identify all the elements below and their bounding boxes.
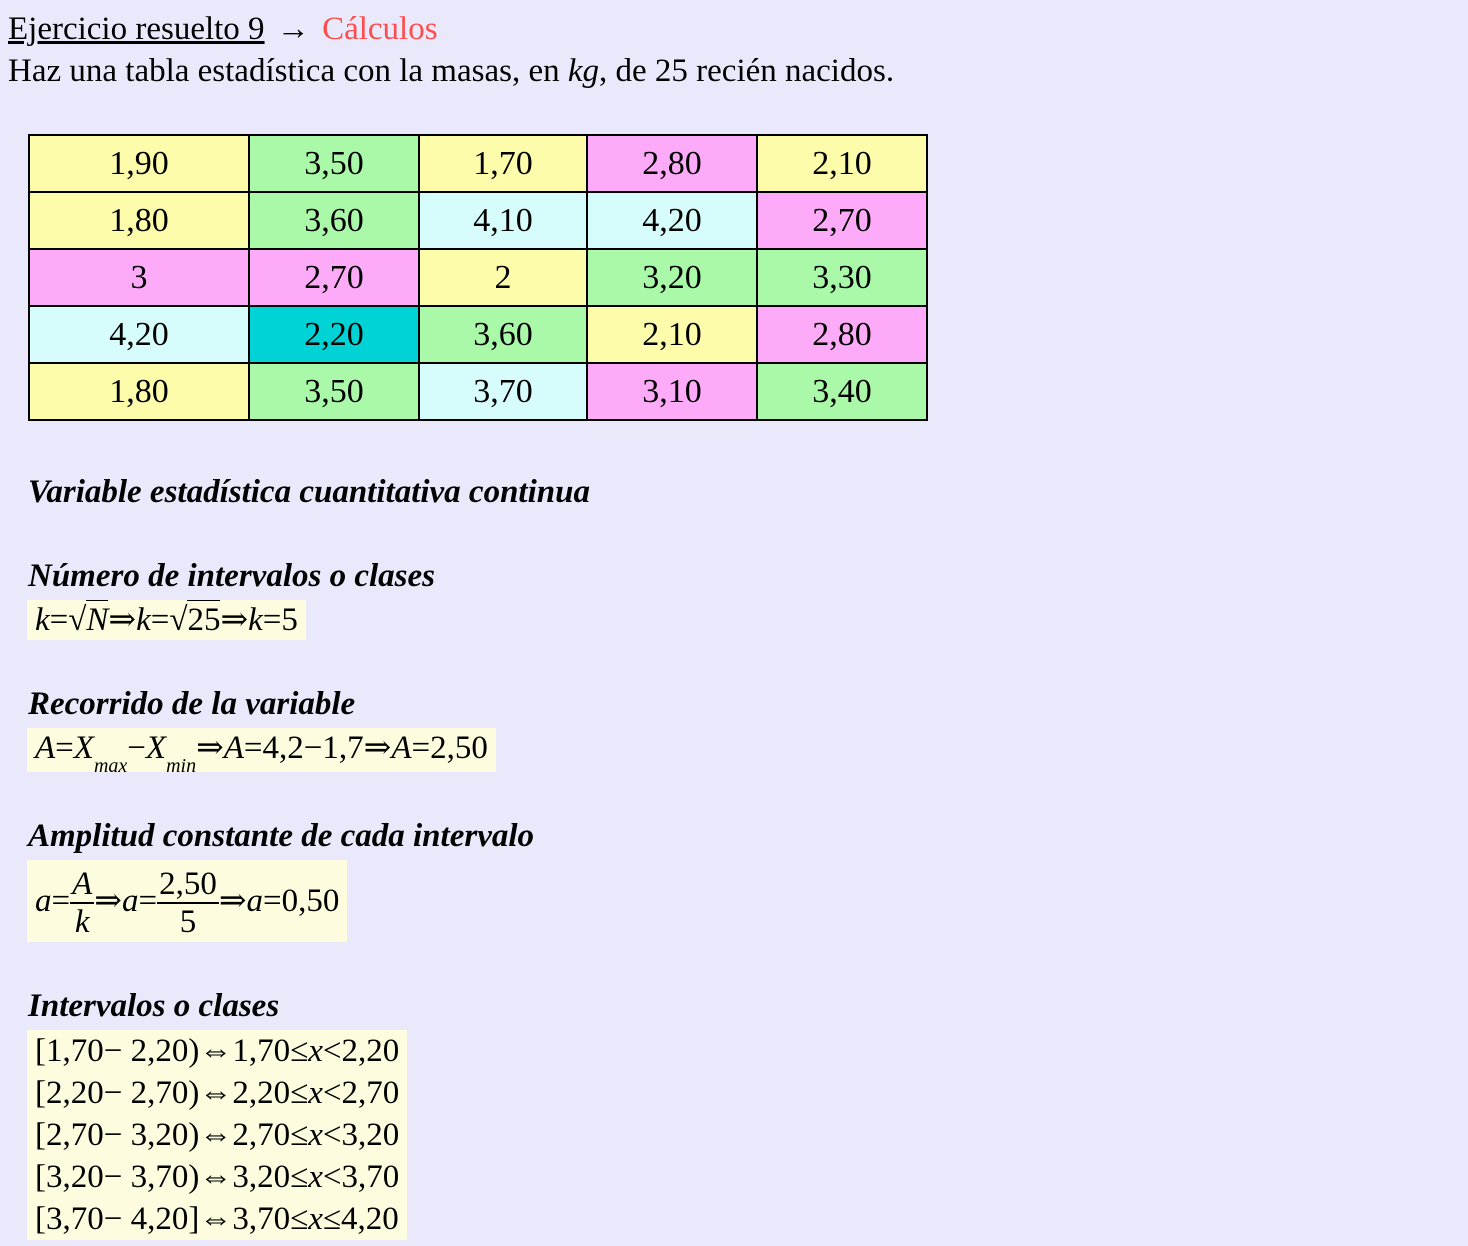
a-lower-symbol: a xyxy=(35,883,52,919)
x-symbol: X xyxy=(73,730,94,766)
table-cell: 4,20 xyxy=(587,192,757,249)
leq-icon: ≤ xyxy=(290,1033,309,1069)
upper-relation-icon: ≤ xyxy=(322,1201,342,1237)
table-cell: 1,80 xyxy=(29,192,249,249)
bracket-close: ) xyxy=(188,1033,200,1069)
table-cell: 3,40 xyxy=(757,363,927,420)
table-cell: 4,10 xyxy=(419,192,587,249)
upper-bound: 2,20 xyxy=(341,1033,400,1069)
implies-icon: ⇒ xyxy=(94,883,122,919)
x-var: x xyxy=(308,1117,323,1153)
unit-kg: kg xyxy=(567,53,600,89)
exercise-header xyxy=(8,8,894,92)
exercise-title-link[interactable]: Ejercicio resuelto 9 xyxy=(8,11,265,47)
leq-icon: ≤ xyxy=(290,1117,309,1153)
mass-data-table xyxy=(28,134,928,421)
table-row xyxy=(29,135,927,192)
lower-bound: 1,70 xyxy=(46,1033,104,1069)
table-cell: 1,90 xyxy=(29,135,249,192)
x-max-value: 4,2 xyxy=(262,730,304,766)
a-symbol: A xyxy=(391,730,412,766)
lower-bound: 2,20 xyxy=(46,1075,104,1111)
denominator: k xyxy=(74,904,90,941)
lower-bound: 3,70 xyxy=(46,1201,104,1237)
max-subscript: max xyxy=(93,755,128,777)
equals: = xyxy=(411,730,431,766)
bracket-close: ) xyxy=(188,1159,200,1195)
equals: = xyxy=(49,602,69,638)
sqrt-25 xyxy=(169,600,220,640)
lower-bound: 3,20 xyxy=(46,1159,104,1195)
dash: − xyxy=(103,1075,131,1111)
table-cell: 3,60 xyxy=(419,306,587,363)
implies-icon: ⇒ xyxy=(196,730,224,766)
amplitude-heading: Amplitud constante de cada intervalo xyxy=(28,818,535,854)
equals: = xyxy=(150,602,170,638)
interval-item xyxy=(35,1072,399,1114)
table-cell: 2,80 xyxy=(757,306,927,363)
bracket-open: [ xyxy=(35,1075,46,1111)
k-symbol: k xyxy=(35,602,50,638)
amplitude-result: 0,50 xyxy=(281,883,340,919)
equals: = xyxy=(51,883,71,919)
table-row xyxy=(29,306,927,363)
a-symbol: A xyxy=(35,730,56,766)
k-formula xyxy=(27,600,306,640)
implies-icon: ⇒ xyxy=(218,883,247,919)
exercise-statement xyxy=(8,50,894,92)
bracket-open: [ xyxy=(35,1117,46,1153)
equals: = xyxy=(262,883,282,919)
n-value: 25 xyxy=(187,602,221,638)
a-symbol: A xyxy=(223,730,244,766)
statement-text-end: , de 25 recién nacidos. xyxy=(599,53,895,89)
num-intervals-heading: Número de intervalos o clases xyxy=(28,558,435,594)
upper-bound: 2,20 xyxy=(130,1033,189,1069)
interval-item xyxy=(35,1156,399,1198)
lower-bound: 2,70 xyxy=(232,1117,291,1153)
a-lower-symbol: a xyxy=(121,883,139,919)
iff-icon: ⇔ xyxy=(199,1033,233,1069)
table-row xyxy=(29,249,927,306)
lower-bound: 3,70 xyxy=(232,1201,291,1237)
k-symbol: k xyxy=(248,602,263,638)
table-row xyxy=(29,363,927,420)
sqrt-icon: √ xyxy=(68,602,87,638)
table-cell: 1,70 xyxy=(419,135,587,192)
bracket-close: ) xyxy=(188,1117,200,1153)
range-heading: Recorrido de la variable xyxy=(28,686,356,722)
fraction-a-over-k xyxy=(70,866,94,940)
bracket-open: [ xyxy=(35,1033,46,1069)
table-cell: 3,60 xyxy=(249,192,419,249)
upper-bound: 4,20 xyxy=(341,1201,399,1237)
x-symbol: X xyxy=(145,730,167,766)
intervals-list xyxy=(27,1030,407,1240)
bracket-open: [ xyxy=(35,1159,46,1195)
table-cell: 3,70 xyxy=(419,363,587,420)
variable-type-heading: Variable estadística cuantitativa continua xyxy=(28,474,590,510)
table-cell: 2,10 xyxy=(757,135,927,192)
numerator: A xyxy=(72,866,93,903)
table-cell: 2 xyxy=(419,249,587,306)
range-result: 2,50 xyxy=(430,730,488,766)
x-var: x xyxy=(308,1075,323,1111)
equals: = xyxy=(243,730,263,766)
table-cell: 4,20 xyxy=(29,306,249,363)
implies-icon: ⇒ xyxy=(108,602,137,638)
intervals-heading: Intervalos o clases xyxy=(28,988,280,1024)
upper-bound: 2,70 xyxy=(341,1075,400,1111)
interval-item xyxy=(35,1030,399,1072)
table-cell: 2,20 xyxy=(249,306,419,363)
dash: − xyxy=(103,1159,131,1195)
table-cell: 2,80 xyxy=(587,135,757,192)
leq-icon: ≤ xyxy=(290,1201,309,1237)
denominator: 5 xyxy=(179,904,197,941)
bracket-close: ) xyxy=(188,1075,200,1111)
x-min-value: 1,7 xyxy=(322,730,364,766)
lower-bound: 2,20 xyxy=(232,1075,291,1111)
table-cell: 2,70 xyxy=(249,249,419,306)
leq-icon: ≤ xyxy=(290,1159,309,1195)
lower-bound: 3,20 xyxy=(232,1159,291,1195)
amplitude-formula xyxy=(27,860,347,942)
bracket-close: ] xyxy=(188,1201,200,1237)
iff-icon: ⇔ xyxy=(199,1075,233,1111)
equals: = xyxy=(55,730,74,766)
upper-bound: 3,20 xyxy=(130,1117,189,1153)
fraction-values xyxy=(157,866,219,940)
implies-icon: ⇒ xyxy=(363,730,392,766)
dash: − xyxy=(103,1201,131,1237)
arrow-icon: → xyxy=(276,11,310,47)
sqrt-icon: √ xyxy=(169,602,188,638)
lower-bound: 1,70 xyxy=(232,1033,291,1069)
equals: = xyxy=(262,602,282,638)
table-cell: 3,20 xyxy=(587,249,757,306)
table-cell: 3,10 xyxy=(587,363,757,420)
upper-bound: 3,70 xyxy=(341,1159,400,1195)
equals: = xyxy=(138,883,158,919)
bracket-open: [ xyxy=(35,1201,46,1237)
minus: − xyxy=(127,730,146,766)
min-subscript: min xyxy=(166,755,197,777)
upper-bound: 3,20 xyxy=(341,1117,400,1153)
interval-item xyxy=(35,1114,399,1156)
k-symbol: k xyxy=(136,602,151,638)
iff-icon: ⇔ xyxy=(199,1201,233,1237)
table-cell: 2,10 xyxy=(587,306,757,363)
statement-text: Haz una tabla estadística con la masas, en xyxy=(8,53,568,89)
table-cell: 3,50 xyxy=(249,363,419,420)
upper-relation-icon: < xyxy=(322,1033,342,1069)
iff-icon: ⇔ xyxy=(199,1159,233,1195)
upper-bound: 2,70 xyxy=(130,1075,189,1111)
sqrt-n xyxy=(68,600,108,640)
implies-icon: ⇒ xyxy=(220,602,249,638)
upper-relation-icon: < xyxy=(322,1159,342,1195)
dash: − xyxy=(103,1117,131,1153)
interval-item xyxy=(35,1198,399,1240)
upper-bound: 4,20 xyxy=(130,1201,189,1237)
dash: − xyxy=(103,1033,131,1069)
table-cell: 2,70 xyxy=(757,192,927,249)
upper-relation-icon: < xyxy=(322,1117,342,1153)
n-symbol: N xyxy=(86,602,109,638)
range-formula xyxy=(27,728,496,777)
table-row xyxy=(29,192,927,249)
x-var: x xyxy=(308,1159,323,1195)
x-var: x xyxy=(308,1201,323,1237)
leq-icon: ≤ xyxy=(290,1075,309,1111)
section-label: Cálculos xyxy=(322,11,438,47)
table-cell: 1,80 xyxy=(29,363,249,420)
iff-icon: ⇔ xyxy=(199,1117,233,1153)
x-var: x xyxy=(308,1033,323,1069)
upper-bound: 3,70 xyxy=(130,1159,189,1195)
table-cell: 3,30 xyxy=(757,249,927,306)
k-result: 5 xyxy=(281,602,298,638)
lower-bound: 2,70 xyxy=(46,1117,104,1153)
table-cell: 3,50 xyxy=(249,135,419,192)
upper-relation-icon: < xyxy=(322,1075,342,1111)
numerator: 2,50 xyxy=(159,866,217,903)
table-cell: 3 xyxy=(29,249,249,306)
a-lower-symbol: a xyxy=(246,883,263,919)
minus: − xyxy=(303,730,323,766)
